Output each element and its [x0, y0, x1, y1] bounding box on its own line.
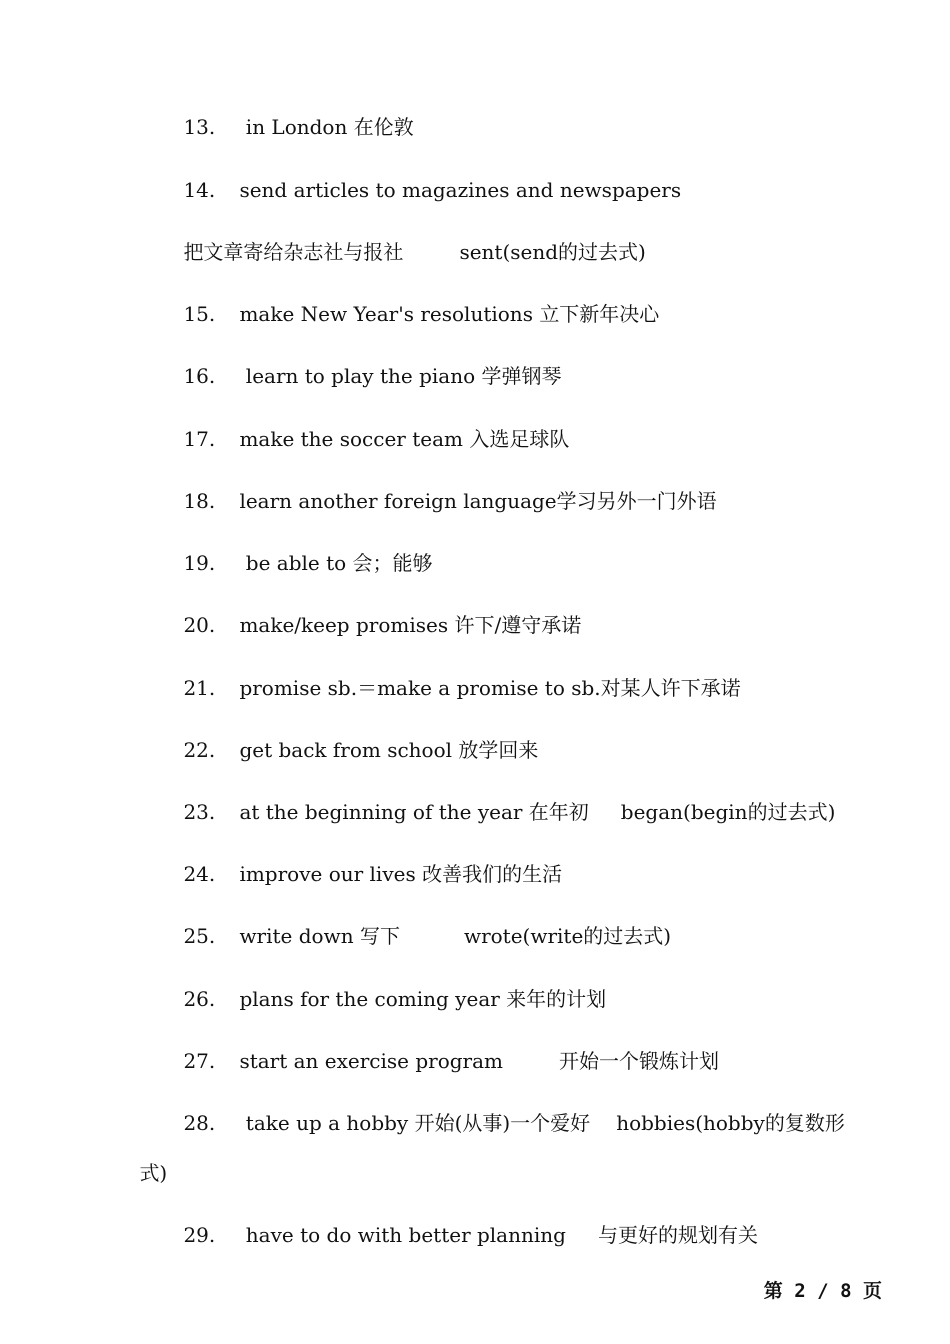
english-phrase: take up a hobby [239, 1111, 409, 1135]
page-separator: / [817, 1280, 829, 1302]
english-phrase: make New Year's resolutions [239, 302, 533, 326]
chinese-meaning: 开始(从事)一个爱好 [414, 1111, 591, 1135]
english-phrase: send articles to magazines and newspapers [239, 178, 682, 202]
chinese-meaning: 立下新年决心 [539, 302, 660, 326]
chinese-meaning: 来年的计划 [506, 987, 607, 1011]
item-number: 15. [183, 302, 216, 326]
item-number: 22. [183, 738, 216, 762]
english-phrase: improve our lives [239, 862, 416, 886]
english-phrase: be able to [239, 551, 347, 575]
chinese-meaning: 会；能够 [352, 551, 433, 575]
english-phrase: make/keep promises [239, 613, 449, 637]
chinese-meaning: 写下 [359, 924, 400, 948]
vocab-line-28 [158, 1084, 845, 1162]
page-indicator [764, 1276, 882, 1303]
vocab-line-29 [158, 1196, 758, 1274]
english-phrase: learn another foreign language [239, 489, 557, 513]
grammar-note: wrote(write的过去式) [463, 924, 672, 948]
english-phrase: start an exercise program [239, 1049, 504, 1073]
item-number: 20. [183, 613, 216, 637]
grammar-note: began(begin的过去式) [620, 800, 836, 824]
item-number: 21. [183, 676, 216, 700]
chinese-meaning: 把文章寄给杂志社与报社 [183, 240, 404, 264]
english-phrase: at the beginning of the year [239, 800, 523, 824]
item-number: 26. [183, 987, 216, 1011]
page-label-suffix: 页 [862, 1280, 882, 1302]
item-number: 29. [183, 1223, 216, 1247]
chinese-meaning: 对某人许下承诺 [600, 676, 741, 700]
chinese-meaning: 在伦敦 [353, 115, 414, 139]
page-label-prefix: 第 [763, 1280, 783, 1302]
english-phrase: promise sb.＝make a promise to sb. [239, 676, 601, 700]
current-page: 2 [794, 1280, 806, 1302]
chinese-meaning: 改善我们的生活 [422, 862, 563, 886]
grammar-note-continuation: 式) [139, 1161, 168, 1185]
item-number: 27. [183, 1049, 216, 1073]
english-phrase: make the soccer team [239, 427, 463, 451]
item-number: 16. [183, 364, 216, 388]
chinese-meaning: 学习另外一门外语 [556, 489, 717, 513]
chinese-meaning: 在年初 [528, 800, 589, 824]
chinese-meaning: 学弹钢琴 [481, 364, 562, 388]
chinese-meaning: 与更好的规划有关 [597, 1223, 758, 1247]
total-pages: 8 [840, 1280, 852, 1302]
grammar-note: sent(send的过去式) [459, 240, 646, 264]
grammar-note: hobbies(hobby的复数形 [616, 1111, 845, 1135]
item-number: 19. [183, 551, 216, 575]
chinese-meaning: 开始一个锻炼计划 [559, 1049, 720, 1073]
item-number: 24. [183, 862, 216, 886]
english-phrase: in London [239, 115, 348, 139]
item-number: 28. [183, 1111, 216, 1135]
item-number: 17. [183, 427, 216, 451]
item-number: 18. [183, 489, 216, 513]
item-number: 14. [183, 178, 216, 202]
english-phrase: get back from school [239, 738, 453, 762]
item-number: 25. [183, 924, 216, 948]
english-phrase: write down [239, 924, 354, 948]
item-number: 13. [183, 115, 216, 139]
chinese-meaning: 放学回来 [458, 738, 539, 762]
english-phrase: have to do with better planning [239, 1223, 566, 1247]
english-phrase: plans for the coming year [239, 987, 500, 1011]
item-number: 23. [183, 800, 216, 824]
chinese-meaning: 许下/遵守承诺 [454, 613, 582, 637]
english-phrase: learn to play the piano [239, 364, 476, 388]
chinese-meaning: 入选足球队 [469, 427, 570, 451]
